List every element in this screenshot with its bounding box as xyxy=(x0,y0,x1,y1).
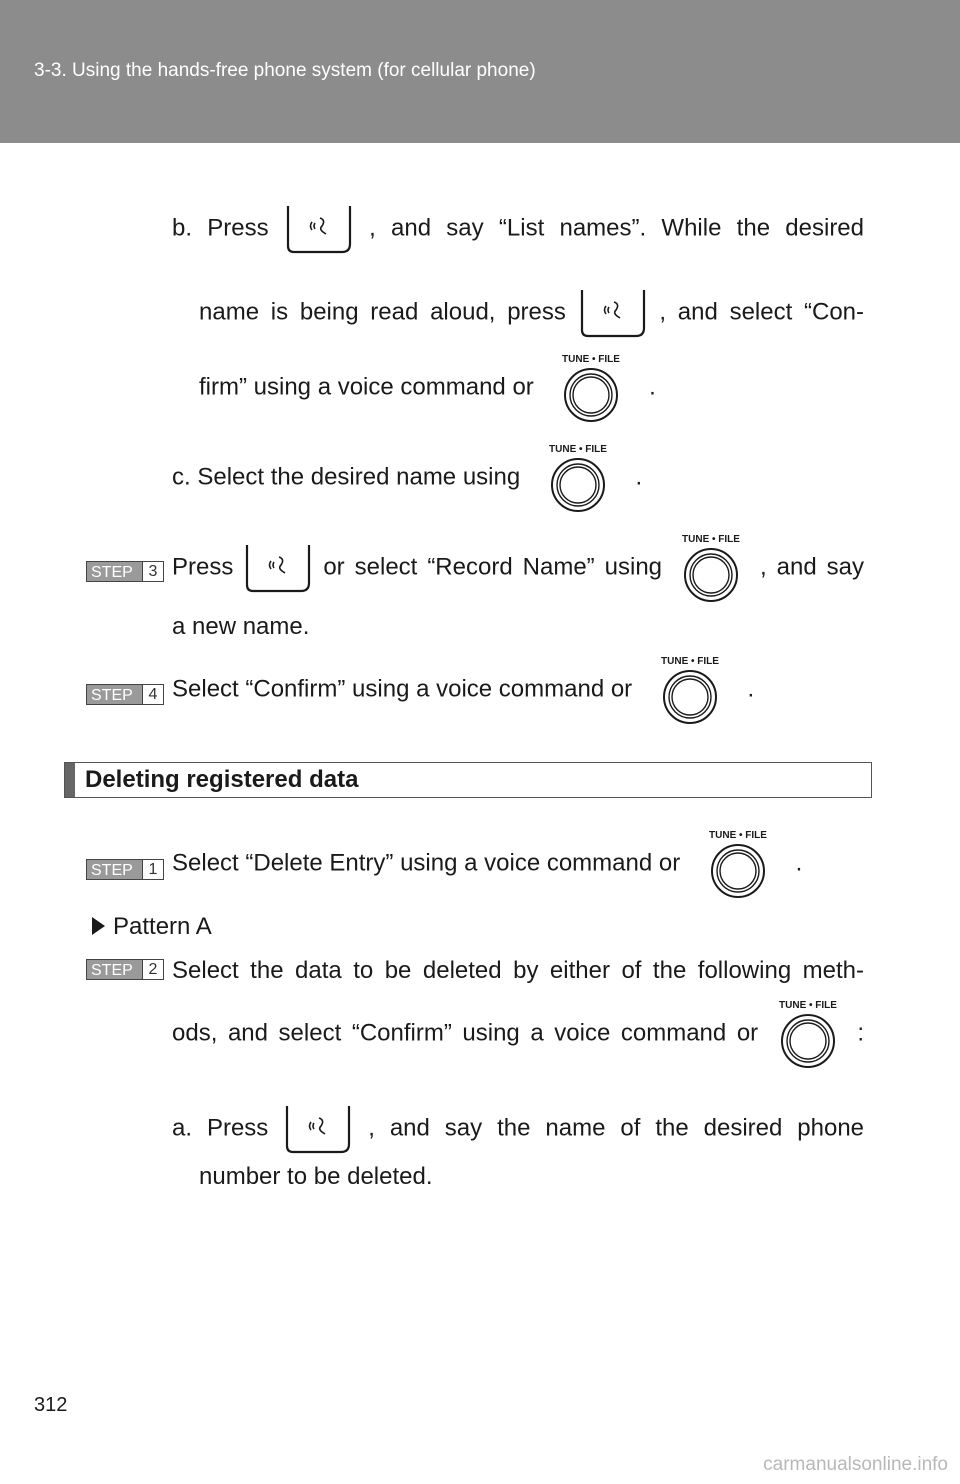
page-number: 312 xyxy=(34,1394,68,1416)
para-c: c. Select the desired name using . xyxy=(172,440,642,516)
talk-switch-icon xyxy=(284,204,354,254)
step-badge: STEP 3 xyxy=(86,561,164,582)
step1-line: Select “Delete Entry” using a voice command or . xyxy=(172,826,802,902)
tune-file-knob-icon xyxy=(699,826,777,902)
para-a-line2: number to be deleted. xyxy=(199,1163,433,1190)
step-badge: STEP 4 xyxy=(86,684,164,705)
step4-line: Select “Confirm” using a voice command or . xyxy=(172,652,754,728)
pattern-label: Pattern A xyxy=(92,912,212,942)
page-header xyxy=(0,0,960,143)
step3-line1: Press or select “Record Name” using , and say xyxy=(172,530,864,606)
section-title: Deleting registered data xyxy=(85,766,359,793)
step2-line2: ods, and select “Confirm” using a voice command or : xyxy=(172,996,864,1072)
tune-file-knob-icon xyxy=(539,440,617,516)
step-badge: STEP 2 xyxy=(86,959,164,980)
talk-switch-icon xyxy=(578,288,648,338)
tune-file-knob-icon xyxy=(552,350,630,426)
tune-file-knob-icon xyxy=(769,996,847,1072)
para-b-line1: b. Press , and say “List names”. While the desired xyxy=(172,204,864,254)
section-heading-bar xyxy=(65,763,75,797)
watermark: carmanualsonline.info xyxy=(763,1454,948,1475)
section-heading xyxy=(64,762,872,798)
step3-line2: a new name. xyxy=(172,613,310,640)
tune-file-knob-icon xyxy=(672,530,750,606)
para-b-line2: name is being read aloud, press , and select “Con- xyxy=(199,288,864,338)
para-b-line3: firm” using a voice command or . xyxy=(199,350,656,426)
tune-file-knob-icon xyxy=(651,652,729,728)
talk-switch-icon xyxy=(283,1104,353,1154)
header-title: 3-3. Using the hands-free phone system (for cellular phone) xyxy=(34,60,536,81)
para-a-line1: a. Press , and say the name of the desired phone xyxy=(172,1104,864,1154)
pattern-arrow-icon xyxy=(92,917,105,935)
step2-line1: Select the data to be deleted by either of the following meth- xyxy=(172,957,864,984)
talk-switch-icon xyxy=(243,543,313,593)
step-badge: STEP 1 xyxy=(86,859,164,880)
